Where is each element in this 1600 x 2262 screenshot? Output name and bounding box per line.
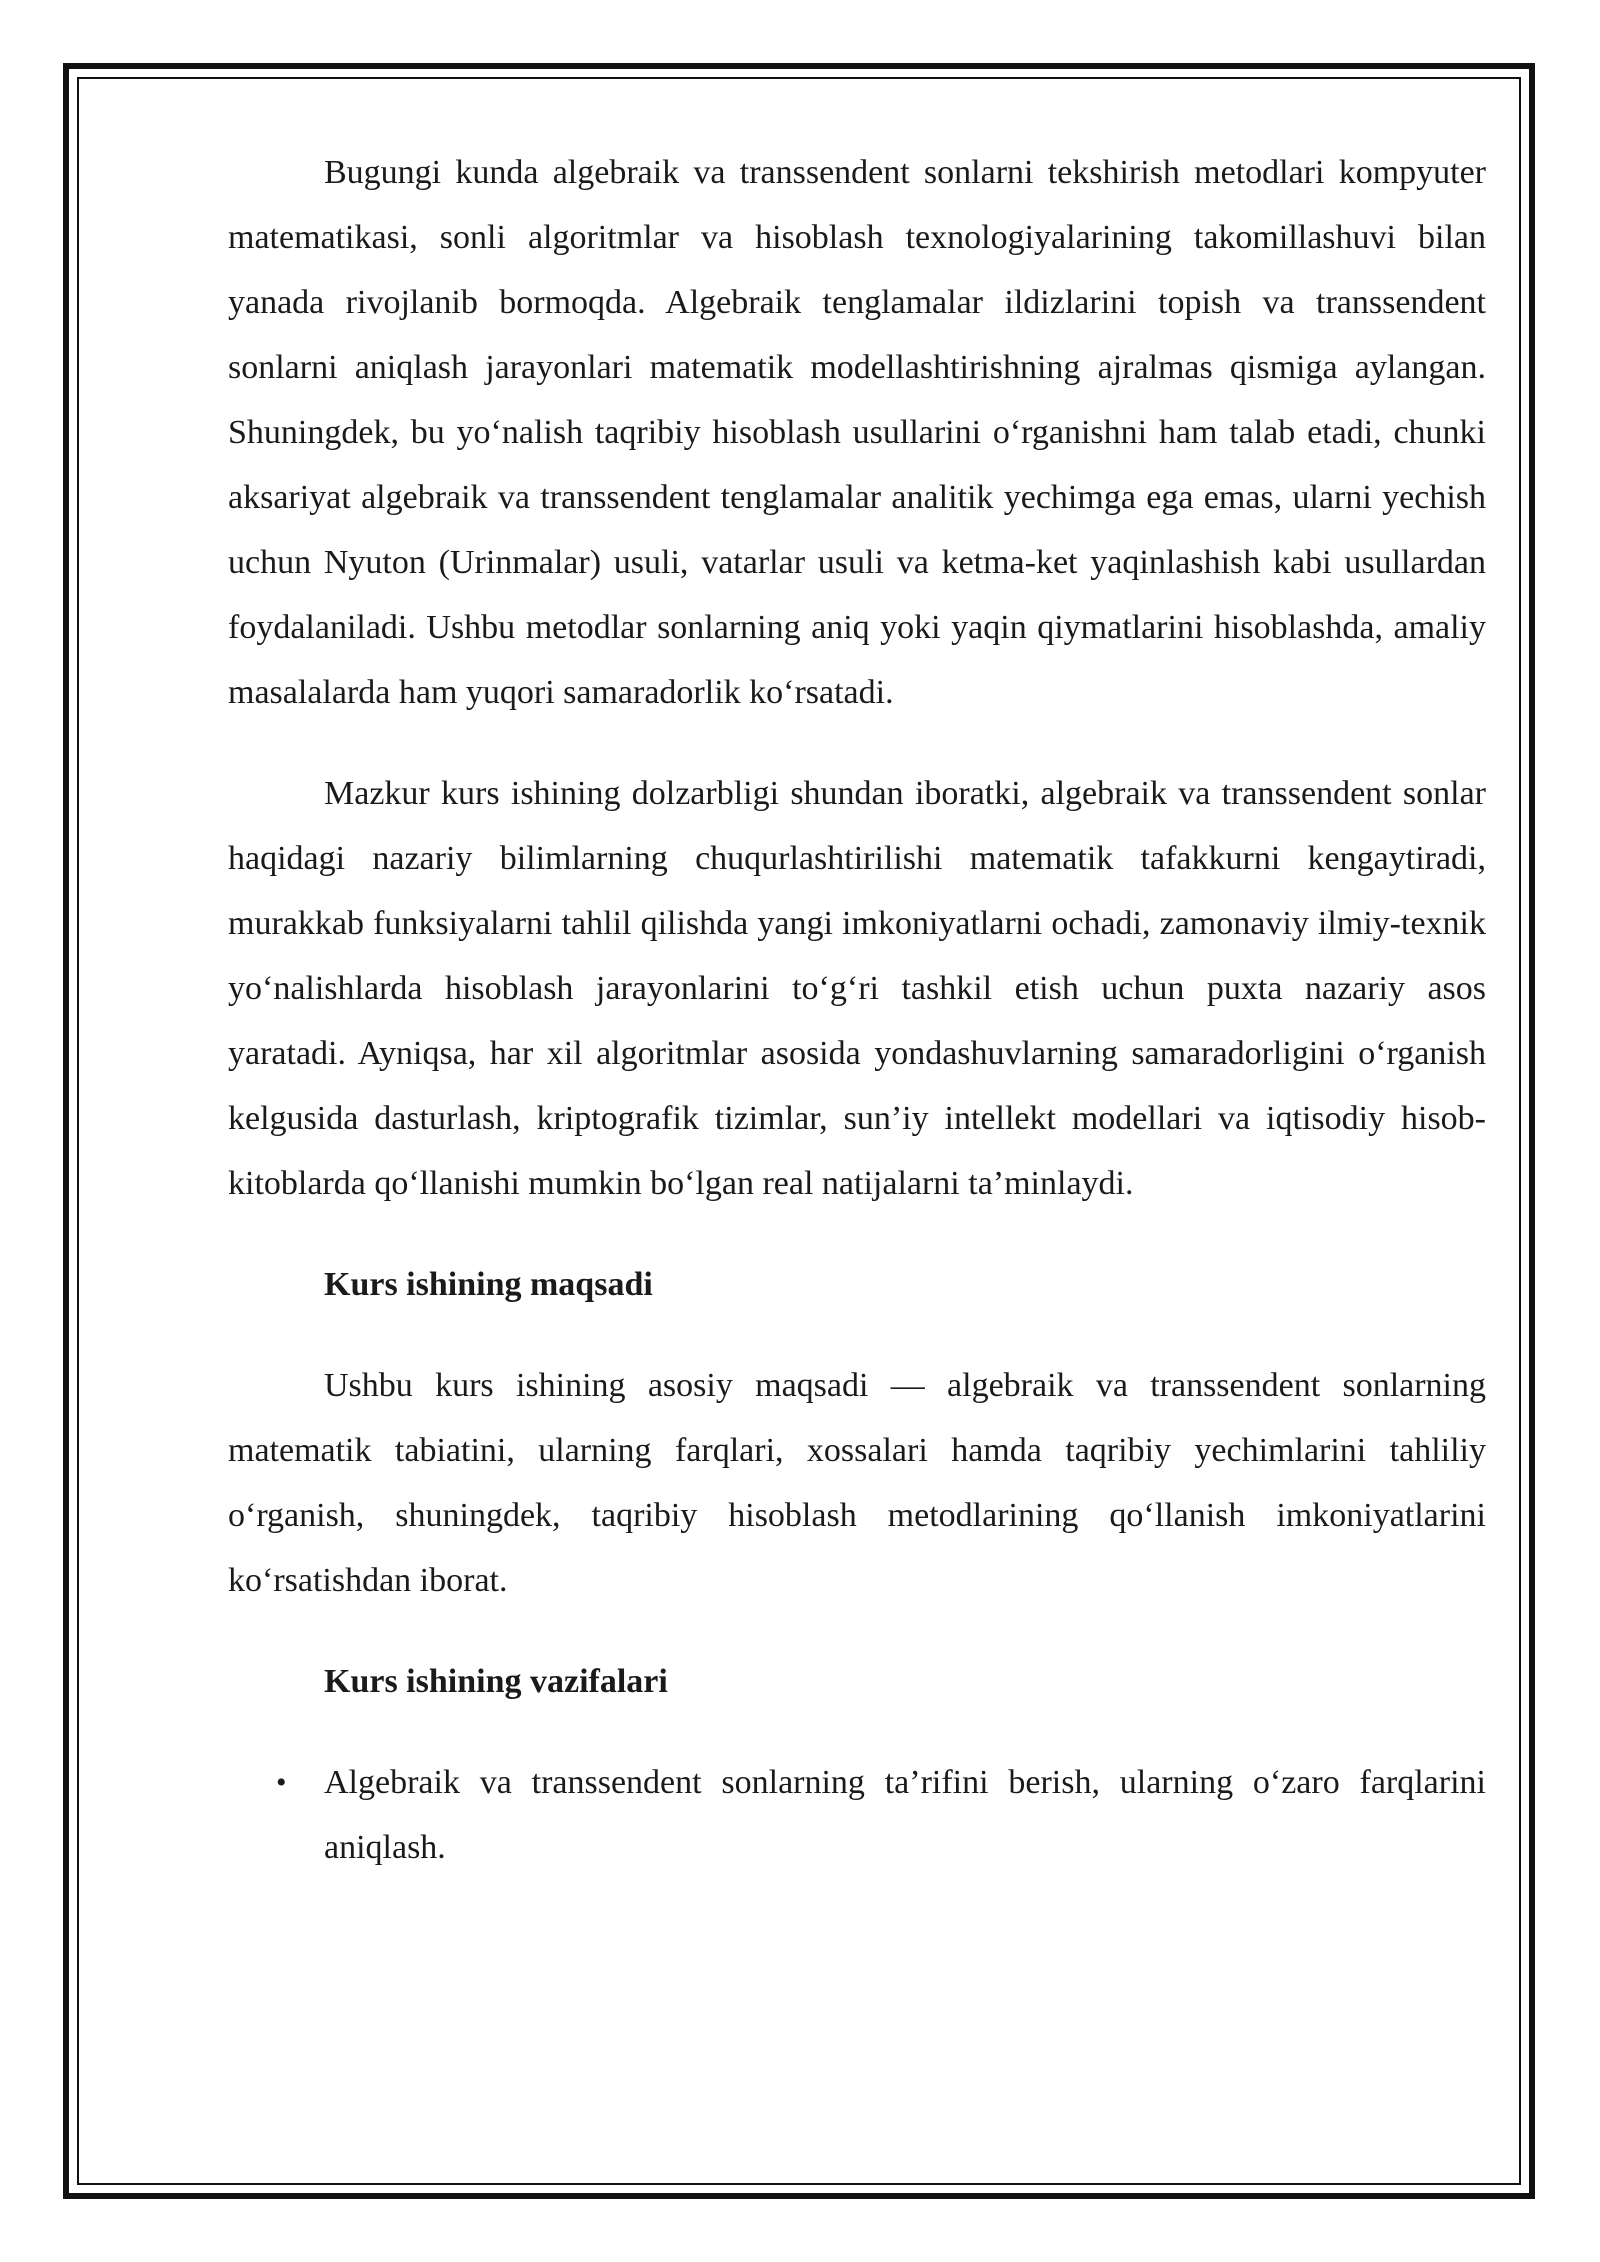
tasks-heading: Kurs ishining vazifalari xyxy=(324,1663,668,1700)
list-item xyxy=(228,1750,1486,1880)
tasks-list xyxy=(228,1750,1486,1880)
document-body xyxy=(228,140,1486,1880)
intro-paragraph-1: Bugungi kunda algebraik va transsendent sonlarni tekshirish metodlari kompyuter matematikasi, sonli algoritmlar va hisoblash texnologiyalarining takomillashuvi bilan yanada rivojlanib bormoqda. Algebraik tenglamalar ildizlarini topish va transsendent sonlarni aniqlash jarayonlari matematik modellashtirishning ajralmas qismiga aylangan. Shuningdek, bu yo‘nalish taqribiy hisoblash usullarini o‘rganishni ham talab etadi, chunki aksariyat algebraik va transsendent tenglamalar analitik yechimga ega emas, ularni yechish uchun Nyuton (Urinmalar) usuli, vatarlar usuli va ketma-ket yaqinlashish kabi usullardan foydalaniladi. Ushbu metodlar sonlarning aniq yoki yaqin qiymatlarini hisoblashda, amaliy masalalarda ham yuqori samaradorlik ko‘rsatadi. xyxy=(228,154,1486,711)
intro-paragraph-2: Mazkur kurs ishining dolzarbligi shundan iboratki, algebraik va transsendent sonlar haqidagi nazariy bilimlarning chuqurlashtirilishi matematik tafakkurni kengaytiradi, murakkab funksiyalarni tahlil qilishda yangi imkoniyatlarni ochadi, zamonaviy ilmiy-texnik yo‘nalishlarda hisoblash jarayonlarini to‘g‘ri tashkil etish uchun puxta nazariy asos yaratadi. Ayniqsa, har xil algoritmlar asosida yondashuvlarning samaradorligini o‘rganish kelgusida dasturlash, kriptografik tizimlar, sun’iy intellekt modellari va iqtisodiy hisob-kitoblarda qo‘llanishi mumkin bo‘lgan real natijalarni ta’minlaydi. xyxy=(228,775,1486,1202)
goal-heading: Kurs ishining maqsadi xyxy=(324,1266,653,1303)
goal-paragraph: Ushbu kurs ishining asosiy maqsadi — algebraik va transsendent sonlarning matematik tabiatini, ularning farqlari, xossalari hamda taqribiy yechimlarini tahliliy o‘rganish, shuningdek, taqribiy hisoblash metodlarining qo‘llanish imkoniyatlarini ko‘rsatishdan iborat. xyxy=(228,1367,1486,1599)
task-text: Algebraik va transsendent sonlarning ta’rifini berish, ularning o‘zaro farqlarini aniqlash. xyxy=(324,1764,1486,1866)
bullet-icon: • xyxy=(276,1766,287,1799)
